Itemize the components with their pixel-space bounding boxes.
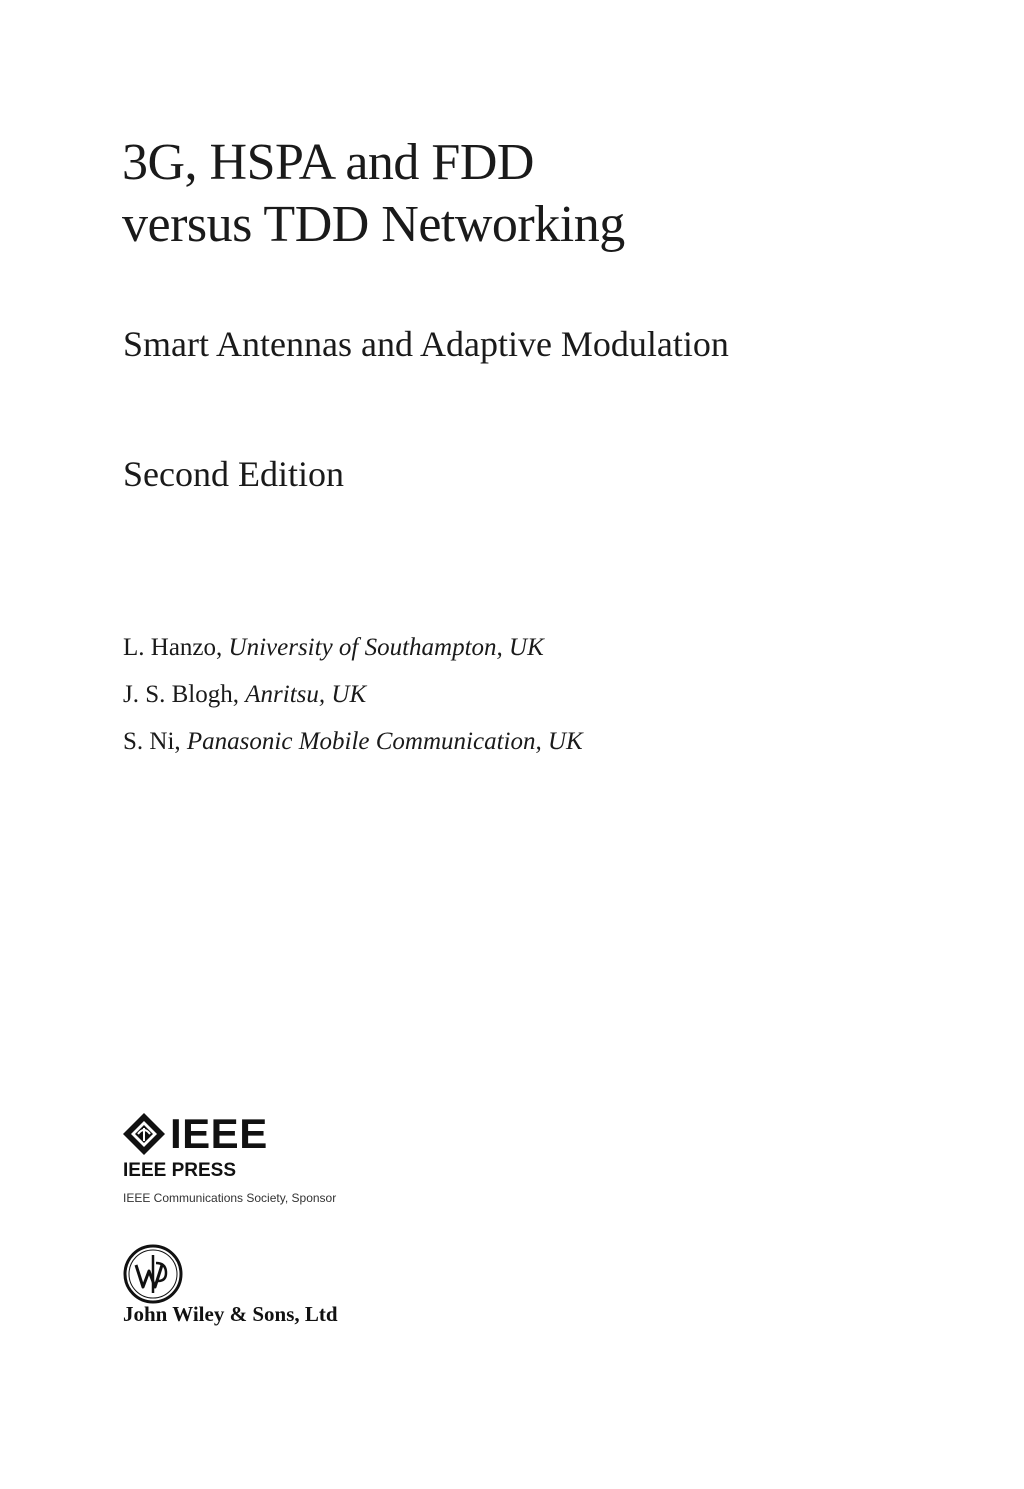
book-title-line-1: 3G, HSPA and FDD xyxy=(122,134,534,191)
book-edition: Second Edition xyxy=(123,454,344,494)
ieee-sponsor-line: IEEE Communications Society, Sponsor xyxy=(123,1191,337,1205)
ieee-diamond-icon xyxy=(122,1112,166,1156)
author-entry xyxy=(123,624,583,671)
ieee-press-label: IEEE PRESS xyxy=(123,1160,236,1181)
author-name: S. Ni, xyxy=(123,728,181,755)
book-subtitle: Smart Antennas and Adaptive Modulation xyxy=(123,324,729,364)
ieee-logo-text: IEEE xyxy=(170,1110,268,1157)
author-name: J. S. Blogh, xyxy=(123,681,240,708)
author-affiliation: Panasonic Mobile Communication, UK xyxy=(186,728,583,755)
author-name: L. Hanzo, xyxy=(123,634,223,661)
author-entry xyxy=(123,718,583,765)
author-affiliation: Anritsu, UK xyxy=(245,681,367,708)
ieee-logo xyxy=(122,1110,268,1158)
book-title-line-2: versus TDD Networking xyxy=(122,196,625,253)
wiley-publisher-name: John Wiley & Sons, Ltd xyxy=(123,1302,338,1326)
author-entry xyxy=(123,671,583,718)
author-affiliation: University of Southampton, UK xyxy=(228,634,544,661)
wiley-logo-icon xyxy=(122,1243,184,1305)
author-list xyxy=(123,624,583,765)
book-title xyxy=(122,132,625,256)
